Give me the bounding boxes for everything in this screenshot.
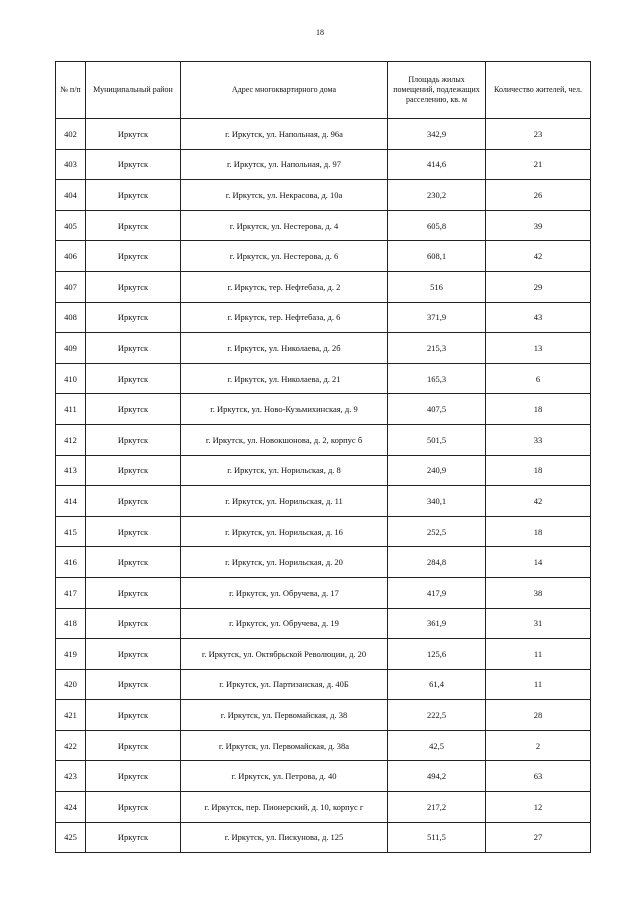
- cell-number: 402: [56, 119, 86, 150]
- cell-number: 418: [56, 608, 86, 639]
- table-row: [56, 608, 591, 639]
- cell-district: Иркутск: [86, 424, 181, 455]
- cell-address: г. Иркутск, ул. Николаева, д. 21: [181, 363, 388, 394]
- table-row: [56, 149, 591, 180]
- cell-address: г. Иркутск, ул. Норильская, д. 16: [181, 516, 388, 547]
- cell-district: Иркутск: [86, 394, 181, 425]
- cell-area: 501,5: [388, 424, 486, 455]
- table-row: [56, 547, 591, 578]
- cell-address: г. Иркутск, ул. Обручева, д. 19: [181, 608, 388, 639]
- cell-district: Иркутск: [86, 241, 181, 272]
- cell-address: г. Иркутск, ул. Напольная, д. 97: [181, 149, 388, 180]
- cell-area: 284,8: [388, 547, 486, 578]
- cell-area: 608,1: [388, 241, 486, 272]
- cell-district: Иркутск: [86, 333, 181, 364]
- cell-number: 414: [56, 486, 86, 517]
- table-row: [56, 761, 591, 792]
- cell-area: 494,2: [388, 761, 486, 792]
- cell-address: г. Иркутск, ул. Норильская, д. 20: [181, 547, 388, 578]
- cell-residents: 31: [486, 608, 591, 639]
- cell-district: Иркутск: [86, 639, 181, 670]
- cell-residents: 23: [486, 119, 591, 150]
- cell-area: 240,9: [388, 455, 486, 486]
- housing-registry-table: [55, 61, 591, 853]
- table-row: [56, 486, 591, 517]
- cell-address: г. Иркутск, ул. Ново-Кузьмихинская, д. 9: [181, 394, 388, 425]
- cell-district: Иркутск: [86, 822, 181, 853]
- cell-area: 222,5: [388, 700, 486, 731]
- cell-residents: 33: [486, 424, 591, 455]
- cell-number: 421: [56, 700, 86, 731]
- page-number: 18: [316, 28, 324, 37]
- cell-area: 215,3: [388, 333, 486, 364]
- cell-number: 407: [56, 271, 86, 302]
- cell-residents: 11: [486, 639, 591, 670]
- table-row: [56, 394, 591, 425]
- cell-address: г. Иркутск, тер. Нефтебаза, д. 2: [181, 271, 388, 302]
- cell-area: 230,2: [388, 180, 486, 211]
- cell-number: 409: [56, 333, 86, 364]
- cell-area: 125,6: [388, 639, 486, 670]
- table-row: [56, 119, 591, 150]
- cell-area: 252,5: [388, 516, 486, 547]
- header-district: Муниципальный район: [86, 62, 181, 119]
- cell-district: Иркутск: [86, 547, 181, 578]
- table-row: [56, 210, 591, 241]
- cell-residents: 14: [486, 547, 591, 578]
- cell-residents: 27: [486, 822, 591, 853]
- cell-address: г. Иркутск, ул. Норильская, д. 11: [181, 486, 388, 517]
- cell-number: 422: [56, 730, 86, 761]
- cell-number: 411: [56, 394, 86, 425]
- cell-address: г. Иркутск, ул. Партизанская, д. 40Б: [181, 669, 388, 700]
- table-row: [56, 333, 591, 364]
- cell-district: Иркутск: [86, 761, 181, 792]
- cell-number: 404: [56, 180, 86, 211]
- cell-number: 405: [56, 210, 86, 241]
- cell-number: 419: [56, 639, 86, 670]
- cell-number: 408: [56, 302, 86, 333]
- cell-number: 417: [56, 577, 86, 608]
- cell-district: Иркутск: [86, 669, 181, 700]
- cell-area: 165,3: [388, 363, 486, 394]
- cell-district: Иркутск: [86, 271, 181, 302]
- cell-district: Иркутск: [86, 363, 181, 394]
- cell-number: 425: [56, 822, 86, 853]
- cell-residents: 18: [486, 516, 591, 547]
- cell-area: 340,1: [388, 486, 486, 517]
- table-row: [56, 577, 591, 608]
- table-row: [56, 700, 591, 731]
- cell-residents: 2: [486, 730, 591, 761]
- header-number: № п/п: [56, 62, 86, 119]
- cell-residents: 63: [486, 761, 591, 792]
- cell-district: Иркутск: [86, 210, 181, 241]
- cell-address: г. Иркутск, ул. Напольная, д. 96а: [181, 119, 388, 150]
- table-row: [56, 180, 591, 211]
- table-row: [56, 639, 591, 670]
- cell-address: г. Иркутск, ул. Нестерова, д. 6: [181, 241, 388, 272]
- cell-number: 423: [56, 761, 86, 792]
- table-row: [56, 669, 591, 700]
- table-row: [56, 271, 591, 302]
- cell-residents: 42: [486, 486, 591, 517]
- cell-address: г. Иркутск, ул. Первомайская, д. 38а: [181, 730, 388, 761]
- cell-address: г. Иркутск, пер. Пионерский, д. 10, корпус г: [181, 792, 388, 823]
- cell-address: г. Иркутск, ул. Новокшонова, д. 2, корпус б: [181, 424, 388, 455]
- cell-address: г. Иркутск, ул. Нестерова, д. 4: [181, 210, 388, 241]
- cell-residents: 43: [486, 302, 591, 333]
- table-row: [56, 424, 591, 455]
- cell-residents: 6: [486, 363, 591, 394]
- cell-district: Иркутск: [86, 577, 181, 608]
- cell-area: 42,5: [388, 730, 486, 761]
- table-row: [56, 792, 591, 823]
- cell-district: Иркутск: [86, 302, 181, 333]
- cell-address: г. Иркутск, ул. Пискунова, д. 125: [181, 822, 388, 853]
- table-row: [56, 363, 591, 394]
- cell-area: 217,2: [388, 792, 486, 823]
- cell-residents: 13: [486, 333, 591, 364]
- cell-number: 403: [56, 149, 86, 180]
- table-body: [56, 119, 591, 853]
- cell-residents: 18: [486, 394, 591, 425]
- cell-area: 342,9: [388, 119, 486, 150]
- cell-residents: 21: [486, 149, 591, 180]
- cell-address: г. Иркутск, тер. Нефтебаза, д. 6: [181, 302, 388, 333]
- cell-address: г. Иркутск, ул. Октябрьской Революции, д. 20: [181, 639, 388, 670]
- cell-district: Иркутск: [86, 730, 181, 761]
- cell-number: 413: [56, 455, 86, 486]
- cell-residents: 38: [486, 577, 591, 608]
- cell-number: 416: [56, 547, 86, 578]
- header-address: Адрес многоквартирного дома: [181, 62, 388, 119]
- cell-area: 414,6: [388, 149, 486, 180]
- cell-area: 361,9: [388, 608, 486, 639]
- cell-district: Иркутск: [86, 119, 181, 150]
- cell-area: 61,4: [388, 669, 486, 700]
- table-row: [56, 822, 591, 853]
- table-header-row: [56, 62, 591, 119]
- table-row: [56, 241, 591, 272]
- header-area: Площадь жилых помещений, подлежащих расселению, кв. м: [388, 62, 486, 119]
- cell-residents: 39: [486, 210, 591, 241]
- cell-area: 511,5: [388, 822, 486, 853]
- cell-district: Иркутск: [86, 516, 181, 547]
- cell-address: г. Иркутск, ул. Обручева, д. 17: [181, 577, 388, 608]
- header-residents: Количество жителей, чел.: [486, 62, 591, 119]
- cell-number: 412: [56, 424, 86, 455]
- cell-district: Иркутск: [86, 608, 181, 639]
- cell-district: Иркутск: [86, 149, 181, 180]
- cell-area: 605,8: [388, 210, 486, 241]
- cell-area: 516: [388, 271, 486, 302]
- cell-area: 417,9: [388, 577, 486, 608]
- table-row: [56, 455, 591, 486]
- cell-area: 407,5: [388, 394, 486, 425]
- table-row: [56, 730, 591, 761]
- table-row: [56, 302, 591, 333]
- cell-address: г. Иркутск, ул. Петрова, д. 40: [181, 761, 388, 792]
- cell-district: Иркутск: [86, 455, 181, 486]
- cell-area: 371,9: [388, 302, 486, 333]
- table-row: [56, 516, 591, 547]
- cell-number: 406: [56, 241, 86, 272]
- cell-district: Иркутск: [86, 700, 181, 731]
- cell-residents: 18: [486, 455, 591, 486]
- cell-number: 415: [56, 516, 86, 547]
- cell-residents: 28: [486, 700, 591, 731]
- cell-number: 420: [56, 669, 86, 700]
- cell-district: Иркутск: [86, 792, 181, 823]
- cell-residents: 26: [486, 180, 591, 211]
- cell-address: г. Иркутск, ул. Первомайская, д. 38: [181, 700, 388, 731]
- cell-number: 424: [56, 792, 86, 823]
- cell-district: Иркутск: [86, 486, 181, 517]
- cell-address: г. Иркутск, ул. Николаева, д. 2б: [181, 333, 388, 364]
- cell-residents: 29: [486, 271, 591, 302]
- cell-residents: 42: [486, 241, 591, 272]
- cell-residents: 12: [486, 792, 591, 823]
- cell-address: г. Иркутск, ул. Норильская, д. 8: [181, 455, 388, 486]
- cell-residents: 11: [486, 669, 591, 700]
- cell-number: 410: [56, 363, 86, 394]
- cell-address: г. Иркутск, ул. Некрасова, д. 10а: [181, 180, 388, 211]
- cell-district: Иркутск: [86, 180, 181, 211]
